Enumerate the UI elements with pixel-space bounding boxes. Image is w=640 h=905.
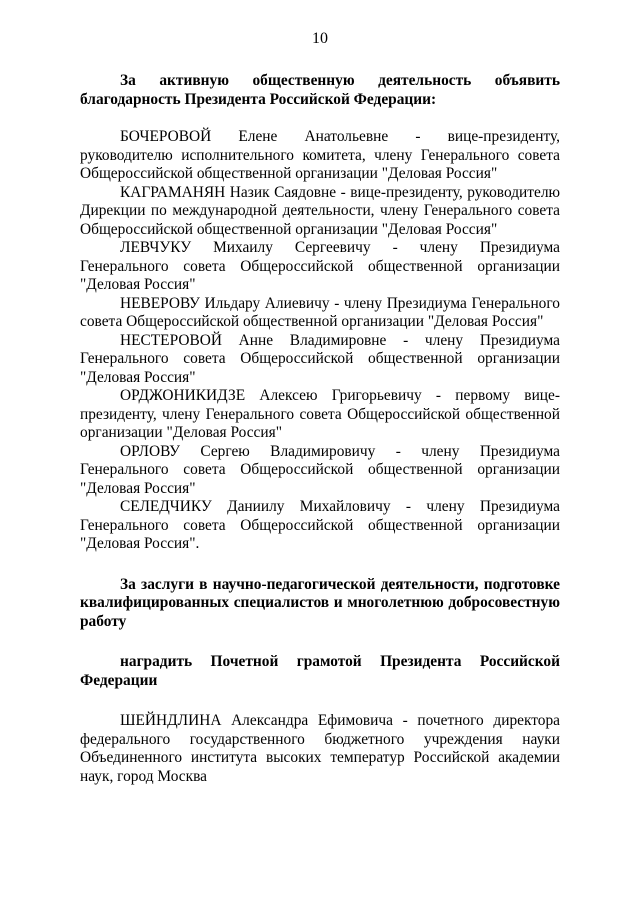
- award-entry: БОЧЕРОВОЙ Елене Анатольевне - вице-президенту, руководителю исполнительного комитета, члену Генерального совета Общероссийской общественной организации "Деловая Россия": [80, 128, 560, 182]
- award-entry: НЕСТЕРОВОЙ Анне Владимировне - члену Президиума Генерального совета Общероссийской общественной организации "Деловая Россия": [80, 331, 560, 386]
- award-entry: КАГРАМАНЯН Назик Саядовне - вице-президенту, руководителю Дирекции по международной деятельности, члену Генерального совета Общероссийской общественной организации "Деловая Россия": [80, 183, 560, 238]
- award-entry: СЕЛЕДЧИКУ Даниилу Михайловичу - члену Президиума Генерального совета Общероссийской общественной организации "Деловая Россия".: [80, 498, 560, 552]
- document-body: [80, 72, 560, 786]
- award-entry: ШЕЙНДЛИНА Александра Ефимовича - почетного директора федерального государственного бюджетного учреждения науки Объединенного института высоких температур Российской академии наук, город Москва: [80, 712, 560, 785]
- award-entry: НЕВЕРОВУ Ильдару Алиевичу - члену Президиума Генерального совета Общероссийской общественной организации "Деловая Россия": [80, 294, 560, 330]
- award-entry: ОРЛОВУ Сергею Владимировичу - члену Президиума Генерального совета Общероссийской общественной организации "Деловая Россия": [80, 442, 560, 497]
- section2-heading: За заслуги в научно-педагогической деятельности, подготовке квалифицированных специалистов и многолетнюю добросовестную работу: [80, 575, 560, 630]
- section2-action: наградить Почетной грамотой Президента Российской Федерации: [80, 653, 560, 689]
- award-entry: ОРДЖОНИКИДЗЕ Алексею Григорьевичу - первому вице-президенту, члену Генерального совета Общероссийской общественной организации "Деловая Россия": [80, 387, 560, 441]
- section1-heading: За активную общественную деятельность объявить благодарность Президента Российской Федерации:: [80, 72, 560, 108]
- page-number: 10: [312, 30, 328, 47]
- award-entry: ЛЕВЧУКУ Михаилу Сергеевичу - члену Президиума Генерального совета Общероссийской общественной организации "Деловая Россия": [80, 239, 560, 293]
